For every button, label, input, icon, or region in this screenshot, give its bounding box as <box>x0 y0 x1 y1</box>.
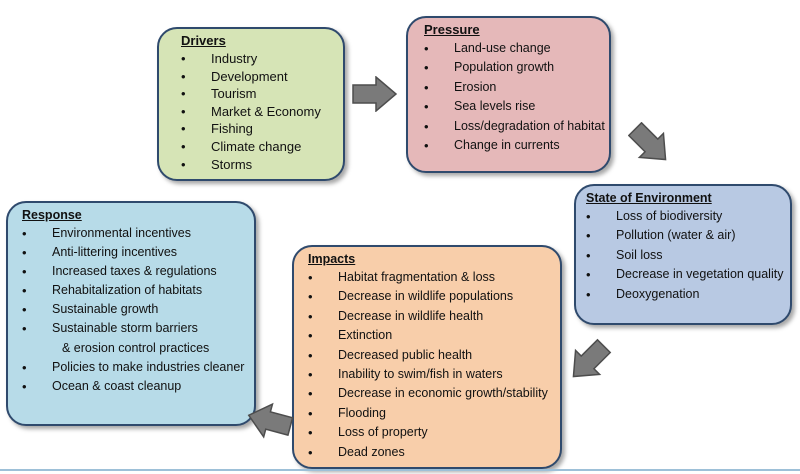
arrow-up-left-icon <box>246 398 294 444</box>
impacts-item: • Loss of property <box>308 423 550 442</box>
response-item: • Ocean & coast cleanup <box>22 377 244 396</box>
state-item: • Decrease in vegetation quality <box>586 265 780 284</box>
drivers-item: • Market & Economy <box>181 103 333 121</box>
response-item: • Anti-littering incentives <box>22 243 244 262</box>
drivers-item: • Storms <box>181 156 333 174</box>
impacts-title: Impacts <box>308 252 356 266</box>
pressure-title: Pressure <box>424 22 480 37</box>
drivers-item: • Development <box>181 68 333 86</box>
drivers-list <box>181 50 333 173</box>
response-item: • Environmental incentives <box>22 224 244 243</box>
state-box <box>574 184 792 325</box>
drivers-title: Drivers <box>181 33 226 48</box>
response-item: • Increased taxes & regulations <box>22 262 244 281</box>
drivers-item: • Climate change <box>181 138 333 156</box>
impacts-item: • Extinction <box>308 326 550 345</box>
drivers-box <box>157 27 345 181</box>
impacts-item: • Flooding <box>308 404 550 423</box>
pressure-item: • Erosion <box>424 78 599 97</box>
pressure-item: • Population growth <box>424 58 599 77</box>
response-item: • Policies to make industries cleaner <box>22 358 244 377</box>
response-item: • Sustainable growth <box>22 300 244 319</box>
impacts-list <box>308 268 550 462</box>
pressure-item: • Sea levels rise <box>424 97 599 116</box>
drivers-item: • Fishing <box>181 120 333 138</box>
state-title: State of Environment <box>586 191 712 205</box>
drivers-item: • Industry <box>181 50 333 68</box>
response-list <box>22 224 244 396</box>
impacts-item: • Habitat fragmentation & loss <box>308 268 550 287</box>
state-item: • Loss of biodiversity <box>586 207 780 226</box>
impacts-box <box>292 245 562 469</box>
response-title: Response <box>22 208 82 222</box>
pressure-item: • Change in currents <box>424 136 599 155</box>
arrow-down-left-icon <box>564 336 614 386</box>
drivers-item: • Tourism <box>181 85 333 103</box>
impacts-item: • Decrease in wildlife populations <box>308 287 550 306</box>
impacts-item: • Dead zones <box>308 443 550 462</box>
impacts-item: • Inability to swim/fish in waters <box>308 365 550 384</box>
response-item-continuation: & erosion control practices <box>62 340 210 355</box>
state-item: • Pollution (water & air) <box>586 226 780 245</box>
arrow-down-right-icon <box>628 122 672 166</box>
impacts-item: • Decrease in economic growth/stability <box>308 384 550 403</box>
pressure-list <box>424 39 605 155</box>
response-box <box>6 201 256 426</box>
bottom-divider <box>0 469 800 471</box>
state-item: • Deoxygenation <box>586 285 780 304</box>
impacts-item: • Decrease in wildlife health <box>308 307 550 326</box>
response-item: • Rehabitalization of habitats <box>22 281 244 300</box>
arrow-right-icon <box>352 76 398 112</box>
pressure-item: • Land-use change <box>424 39 599 58</box>
impacts-item: • Decreased public health <box>308 346 550 365</box>
pressure-item: • Loss/degradation of habitat <box>424 117 599 136</box>
response-item: • Sustainable storm barriers <box>22 319 244 338</box>
pressure-box <box>406 16 611 173</box>
state-list <box>586 207 784 304</box>
state-item: • Soil loss <box>586 246 780 265</box>
